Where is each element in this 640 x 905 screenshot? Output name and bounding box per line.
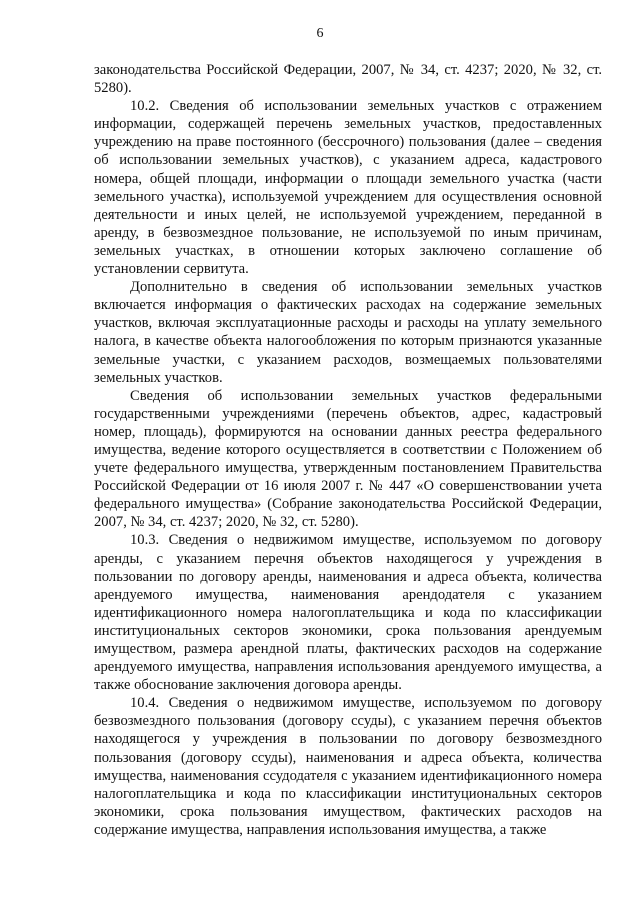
paragraph-10-2: 10.2. Сведения об использовании земельных участков с отражением информации, содержащей перечень земельных участков, предоставленных учреждению на праве постоянного (бессрочного) пользования (далее – сведения об использовании земельных участков), с указанием адреса, кадастрового номера, общей площади, информации о площади земельного участка (части земельного участка), используемой учреждением для осуществления основной деятельности и иных целей, не используемой учреждением, переданной в аренду, в безвозмездное пользование, не используемой по иным причинам, земельных участках, в отношении которых заключено соглашение об установлении сервитута. [94, 98, 602, 278]
page-number: 6 [316, 26, 324, 41]
paragraph-10-4: 10.4. Сведения о недвижимом имуществе, используемом по договору безвозмездного пользования (договору ссуды), с указанием перечня объектов находящегося у учреждения в пользовании по договору безвозмездного пользования (договору ссуды), наименования и адреса объекта, количества имущества, наименования ссудодателя с указанием идентификационного номера налогоплательщика и кода по классификации институциональных секторов экономики, срока пользования имуществом, фактических расходов на содержание имущества, направления использования имущества, а также [94, 695, 602, 838]
paragraph-additional-info: Дополнительно в сведения об использовании земельных участков включается информация о фактических расходах на содержание земельных участков, включая эксплуатационные расходы и расходы на уплату земельного налога, в качестве объекта налогообложения по которым признаются указанные земельные участки, с указанием расходов, возмещаемых пользователями земельных участков. [94, 279, 602, 386]
document-body [94, 61, 602, 839]
paragraph-continuation: законодательства Российской Федерации, 2007, № 34, ст. 4237; 2020, № 32, ст. 5280). [94, 62, 602, 97]
paragraph-federal-institutions: Сведения об использовании земельных участков федеральными государственными учреждениями (перечень объектов, адрес, кадастровый номер, площадь), формируются на основании данных реестра федерального имущества, ведение которого осуществляется в соответствии с Положением об учете федерального имущества, утвержденным постановлением Правительства Российской Федерации от 16 июля 2007 г. № 447 «О совершенствовании учета федерального имущества» (Собрание законодательства Российской Федерации, 2007, № 34, ст. 4237; 2020, № 32, ст. 5280). [94, 387, 602, 531]
paragraph-10-3: 10.3. Сведения о недвижимом имуществе, используемом по договору аренды, с указанием перечня объектов находящегося у учреждения в пользовании по договору аренды, наименования и адреса объекта, количества арендуемого имущества, наименования арендодателя с указанием идентификационного номера налогоплательщика и кода по классификации институциональных секторов экономики, срока пользования арендуемым имуществом, размера арендной платы, фактических расходов на содержание арендуемого имущества, направления использования арендуемого имущества, а также обоснование заключения договора аренды. [94, 532, 602, 694]
